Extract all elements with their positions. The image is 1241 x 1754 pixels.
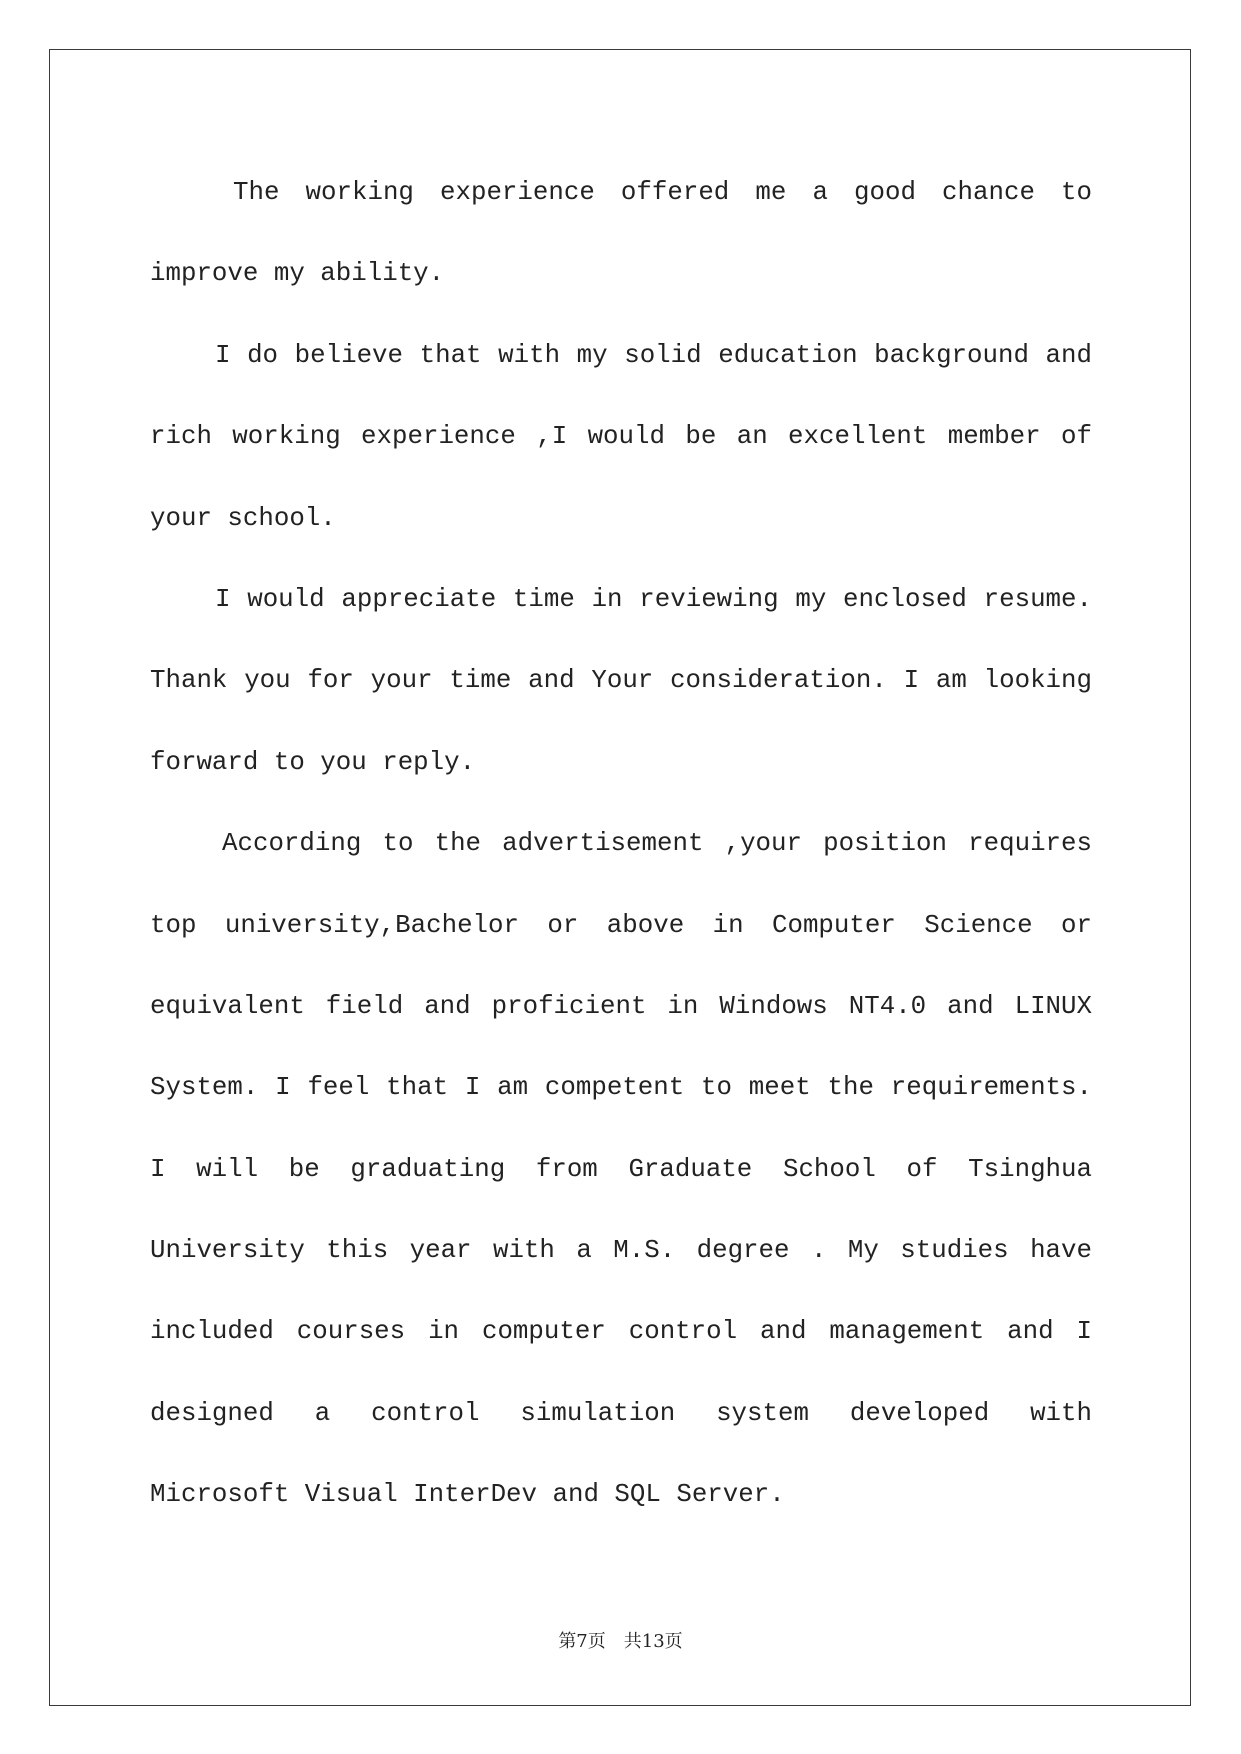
body-text-line: your school.: [150, 503, 336, 533]
page-footer: [0, 1630, 1241, 1654]
body-text-line: Thank you for your time and Your consideration. I am looking: [150, 666, 1092, 696]
total-page-count: 共13页: [623, 1631, 683, 1652]
body-text-line: I do believe that with my solid education background and: [215, 340, 1092, 370]
body-text-line: rich working experience ,I would be an excellent member of: [150, 422, 1092, 452]
body-text-line: designed a control simulation system developed with: [150, 1398, 1092, 1428]
paragraph: [150, 803, 1092, 1536]
current-page-number: 第7页: [558, 1631, 606, 1652]
paragraph: [150, 559, 1092, 803]
body-text-line: forward to you reply.: [150, 747, 476, 777]
paragraph: [150, 152, 1092, 315]
body-text-line: Microsoft Visual InterDev and SQL Server.: [150, 1480, 785, 1510]
body-text-line: According to the advertisement ,your position requires: [222, 829, 1092, 859]
body-text-line: equivalent field and proficient in Windows NT4.0 and LINUX: [150, 991, 1092, 1021]
body-text-line: included courses in computer control and management and I: [150, 1317, 1092, 1347]
document-body: [150, 152, 1092, 1536]
body-text-line: top university,Bachelor or above in Computer Science or: [150, 910, 1092, 940]
body-text-line: I would appreciate time in reviewing my enclosed resume.: [215, 584, 1092, 614]
paragraph: [150, 315, 1092, 559]
body-text-line: improve my ability.: [150, 259, 445, 289]
body-text-line: The working experience offered me a good chance to: [233, 178, 1092, 207]
body-text-line: University this year with a M.S. degree . My studies have: [150, 1236, 1092, 1266]
body-text-line: I will be graduating from Graduate School of Tsinghua: [150, 1154, 1092, 1184]
body-text-line: System. I feel that I am competent to meet the requirements.: [150, 1073, 1092, 1103]
